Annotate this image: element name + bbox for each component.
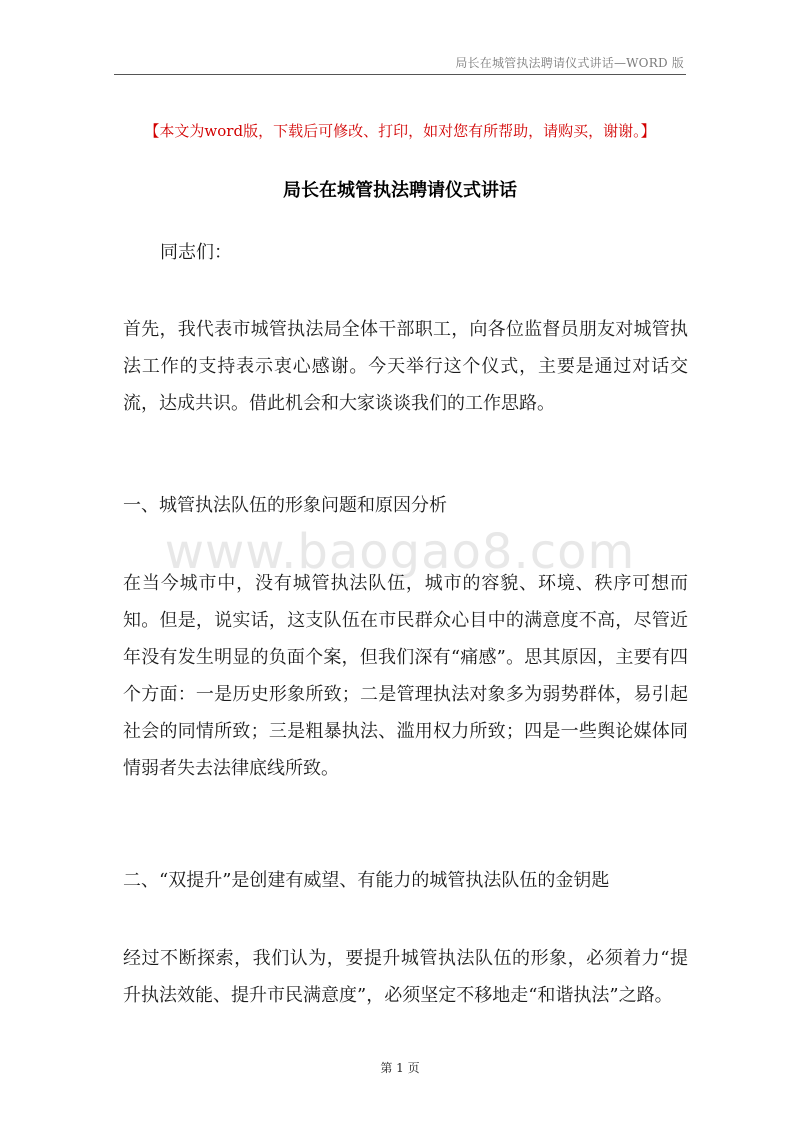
purchase-notice: 【本文为word版，下载后可修改、打印，如对您有所帮助，请购买，谢谢。】 bbox=[144, 122, 656, 140]
greeting: 同志们： bbox=[160, 242, 232, 263]
document-title: 局长在城管执法聘请仪式讲话 bbox=[283, 180, 517, 201]
section-heading-2: 二、“双提升”是创建有威望、有能力的城管执法队伍的金钥匙 bbox=[123, 870, 610, 891]
section-heading-1: 一、城管执法队伍的形象问题和原因分析 bbox=[123, 495, 447, 516]
intro-paragraph: 首先，我代表市城管执法局全体干部职工，向各位监督员朋友对城管执法工作的支持表示衷心感谢。今天举行这个仪式，主要是通过对话交流，达成共识。借此机会和大家谈谈我们的工作思路。 bbox=[123, 319, 688, 414]
watermark: www.baogao8.com bbox=[164, 524, 636, 580]
section-paragraph-2: 经过不断探索，我们认为，要提升城管执法队伍的形象，必须着力“提升执法效能、提升市民满意度”，必须坚定不移地走“和谐执法”之路。 bbox=[123, 948, 688, 1006]
section-paragraph-1: 在当今城市中，没有城管执法队伍，城市的容貌、环境、秩序可想而知。但是，说实话，这支队伍在市民群众心目中的满意度不高，尽管近年没有发生明显的负面个案，但我们深有“痛感”。思其原因，主要有四个方面：一是历史形象所致；二是管理执法对象多为弱势群体，易引起社会的同情所致；三是粗暴执法、滥用权力所致；四是一些舆论媒体同情弱者失去法律底线所致。 bbox=[123, 573, 688, 779]
running-header-title: 局长在城管执法聘请仪式讲话—WORD 版 bbox=[455, 56, 684, 70]
header-divider bbox=[114, 74, 686, 75]
page-number: 第 1 页 bbox=[380, 1061, 420, 1075]
